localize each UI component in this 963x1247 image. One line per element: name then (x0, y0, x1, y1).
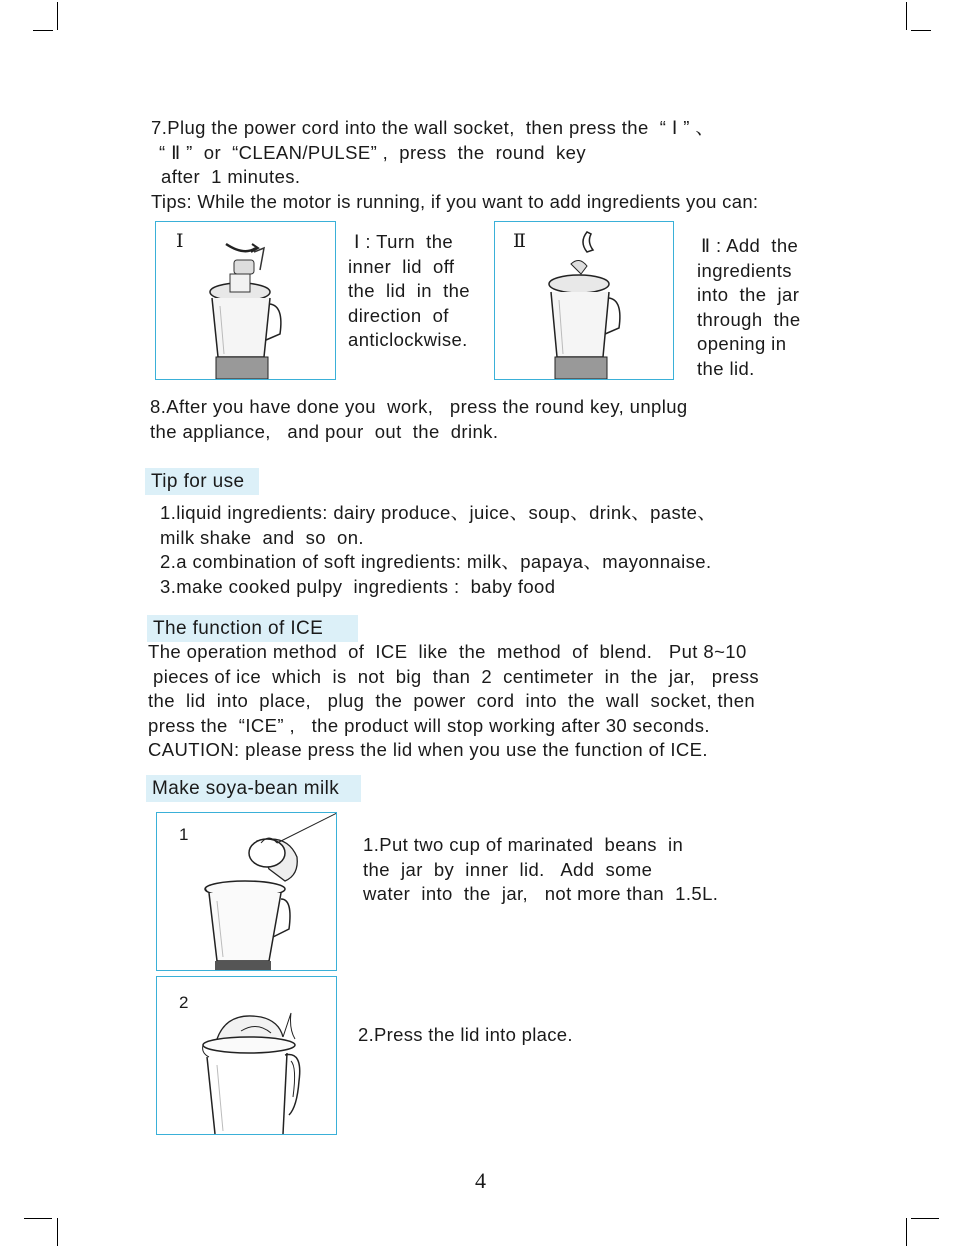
step7-paragraph (151, 116, 714, 190)
crop-mark (57, 1218, 58, 1246)
tip-line: 1.liquid ingredients: dairy produce、juice、soup、drink、paste、 (160, 502, 717, 523)
caption-line: the lid in the (348, 280, 470, 301)
step7-line: “ Ⅱ ” or “CLEAN/PULSE” , press the round key (159, 141, 586, 163)
figure-label: Ⅱ (513, 231, 526, 252)
tip-for-use-heading: Tip for use (145, 468, 259, 495)
figure-soya-step2 (156, 976, 337, 1135)
ice-heading: The function of ICE (147, 615, 358, 642)
blender-add-ingredient-illustration (495, 222, 673, 379)
tips-intro: Tips: While the motor is running, if you want to add ingredients you can: (151, 191, 759, 212)
tip-for-use-list (160, 501, 716, 599)
figure1-caption (348, 230, 470, 353)
caption-line: Ⅰ : Turn the (354, 231, 454, 252)
ice-line: the lid into place, plug the power cord into the wall socket, then (148, 690, 756, 711)
figure-soya-step1 (156, 812, 337, 971)
ice-line: CAUTION: please press the lid when you use the function of ICE. (148, 739, 708, 760)
figure-add-ingredients (494, 221, 674, 380)
figure2-caption (697, 234, 801, 382)
blender-inner-lid-illustration (157, 813, 336, 970)
page-number: 4 (475, 1168, 486, 1193)
blender-press-lid-illustration (157, 977, 336, 1134)
crop-mark (24, 1218, 52, 1219)
tip-line: milk shake and so on. (160, 526, 364, 548)
crop-mark (906, 2, 907, 30)
soya-step2-text: 2.Press the lid into place. (358, 1024, 573, 1045)
crop-mark (906, 1218, 907, 1246)
caption-line: opening in (697, 333, 787, 355)
step7-line: 7.Plug the power cord into the wall socket, then press the “ Ⅰ ” 、 (151, 117, 715, 138)
crop-mark (33, 30, 53, 31)
ice-line: press the “ICE” , the product will stop working after 30 seconds. (148, 714, 710, 736)
caption-line: the lid. (697, 357, 755, 379)
soya-step1-text (363, 833, 718, 907)
step8-line: 8.After you have done you work, press the round key, unplug (150, 396, 688, 417)
caption-line: ingredients (697, 259, 792, 281)
crop-mark (911, 1218, 939, 1219)
soya-step1-line: the jar by inner lid. Add some (363, 858, 653, 880)
ice-paragraph (148, 640, 759, 763)
caption-line: through the (697, 308, 801, 330)
step8-line: the appliance, and pour out the drink. (150, 420, 499, 442)
ice-line: The operation method of ICE like the method of blend. Put 8~10 (148, 641, 747, 662)
step7-line: after 1 minutes. (161, 166, 301, 187)
step8-paragraph (150, 395, 688, 444)
ice-line: pieces of ice which is not big than 2 centimeter in the jar, press (153, 665, 760, 687)
tip-line: 2.a combination of soft ingredients: milk、papaya、mayonnaise. (160, 551, 712, 572)
step-number: 2 (179, 993, 189, 1012)
caption-line: anticlockwise. (348, 329, 468, 350)
soya-step1-line: 1.Put two cup of marinated beans in (363, 834, 684, 855)
soya-heading: Make soya-bean milk (146, 775, 361, 802)
figure-label: Ⅰ (176, 231, 184, 252)
caption-line: Ⅱ : Add the (701, 235, 799, 256)
figure-turn-lid (155, 221, 336, 380)
caption-line: into the jar (697, 284, 800, 306)
blender-lid-turn-illustration (156, 222, 335, 379)
caption-line: direction of (348, 304, 449, 326)
caption-line: inner lid off (348, 255, 455, 277)
crop-mark (911, 30, 931, 31)
step-number: 1 (179, 825, 189, 844)
tip-line: 3.make cooked pulpy ingredients : baby food (160, 575, 556, 597)
soya-step1-line: water into the jar, not more than 1.5L. (363, 883, 719, 904)
crop-mark (57, 2, 58, 30)
